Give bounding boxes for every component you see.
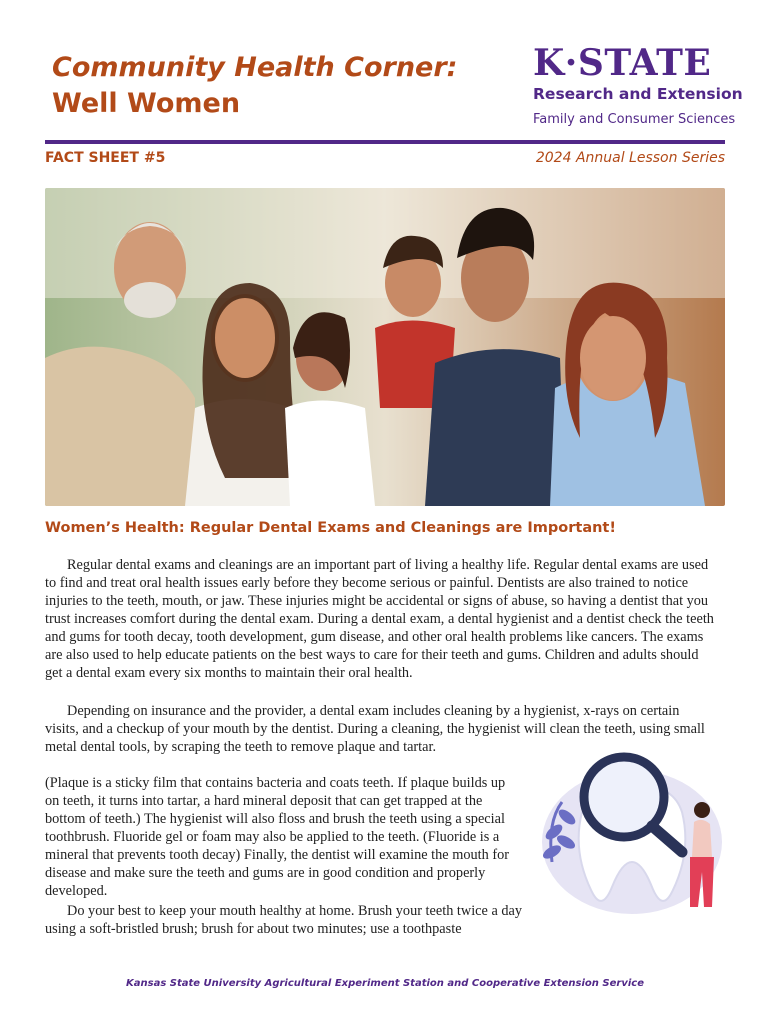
logo-research-extension: Research and Extension — [533, 85, 743, 103]
title-line-1: Community Health Corner: — [52, 52, 458, 83]
header-divider — [45, 140, 725, 144]
paragraph-2-wrap: (Plaque is a sticky film that contains bacteria and coats teeth. If plaque builds up on teeth, it turns into tartar, a hard mineral deposit that can get trapped at the bottom of teeth.) The hygienist will also floss and brush the teeth using a special toothbrush. Fluoride gel or foam may also be applied to the teeth. (Fluoride is a mineral that prevents tooth decay) Finally, the dentist will examine the mouth for disease and make sure the teeth and gums are in good condition and properly developed. — [45, 775, 509, 899]
paragraph-1: Regular dental exams and cleanings are an important part of living a healthy life. Regular dental exams are used to find and treat oral health issues early before they become serious or painful. Dentists are also trained to notice injuries to the teeth, mouth, or jaw. These injuries might be accidental or signs of abuse, so having a dentist that you trust increases comfort during the dental exam. During a dental exam, a dental hygienist and a dentist check the teeth and gums for tooth decay, tooth development, gum disease, and other oral health problems like cancers. The exams are also used to help educate patients on the best ways to care for their teeth and gums. Children and adults should get a dental exam every six months to maintain their oral health. — [45, 557, 714, 681]
tooth-magnifier-illustration — [532, 742, 727, 920]
paragraph-2-top: Depending on insurance and the provider, a dental exam includes cleaning by a hygienist, x-rays on certain visits, and a checkup of your mouth by the dentist. During a cleaning, the hygienist will clean the teeth, using small metal dental tools, by scraping the teeth to remove plaque and tartar. — [45, 703, 705, 755]
kstate-logo — [525, 42, 743, 132]
logo-wordmark: K·STATE — [533, 42, 712, 84]
logo-fcs: Family and Consumer Sciences — [533, 112, 736, 127]
footer-credit: Kansas State University Agricultural Experiment Station and Cooperative Extension Service — [126, 978, 644, 989]
family-photo — [45, 188, 725, 506]
fact-sheet-label: FACT SHEET #5 — [45, 150, 166, 166]
section-heading: Women’s Health: Regular Dental Exams and Cleanings are Important! — [45, 520, 616, 536]
lesson-series-label: 2024 Annual Lesson Series — [535, 150, 725, 166]
paragraph-3: Do your best to keep your mouth healthy at home. Brush your teeth twice a day using a soft-bristled brush; brush for about two minutes; use a toothpaste — [45, 903, 523, 937]
title-line-2: Well Women — [52, 88, 241, 119]
